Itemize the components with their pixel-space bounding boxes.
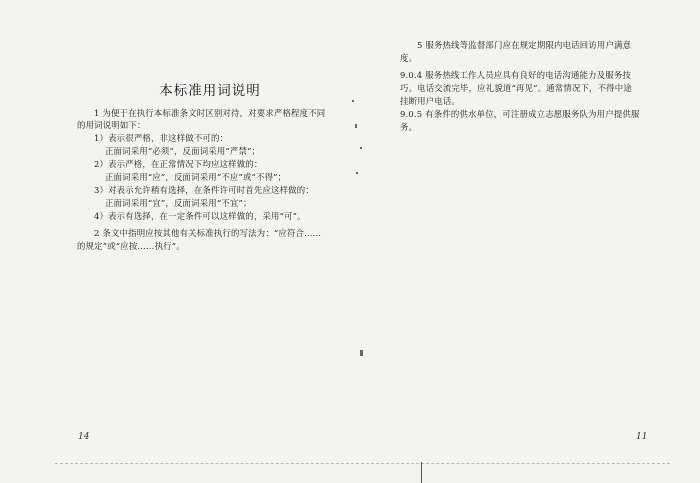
- item-1-detail: 正面词采用“必须”，反面词采用“严禁”；: [105, 146, 261, 156]
- bottom-scan-edge: [55, 463, 670, 464]
- clause-1-line-1: 1 为便于在执行本标准条文时区别对待，对要求严格程度不同: [94, 108, 326, 118]
- item-4: 4）表示有选择，在一定条件可以这样做的，采用“可”。: [94, 211, 306, 221]
- item-1: 1）表示很严格，非这样做不可的：: [94, 133, 229, 143]
- page-number-right: 11: [636, 432, 648, 442]
- scan-speck: [360, 350, 363, 356]
- scan-speck: [355, 124, 357, 128]
- clause-1-line-2: 的用词说明如下：: [77, 120, 146, 130]
- section-title: 本标准用词说明: [159, 83, 261, 99]
- scan-speck: [356, 172, 358, 174]
- item-2: 2）表示严格，在正常情况下均应这样做的：: [94, 159, 263, 169]
- clause-9-0-5-line-2: 务。: [400, 122, 418, 132]
- clause-9-0-5-line-1: 9.0.5 有条件的供水单位，可注册成立志愿服务队为用户提供服: [400, 109, 640, 119]
- clause-2-line-1: 2 条文中指明应按其他有关标准执行的写法为：“应符合……: [94, 228, 322, 238]
- item-3: 3）对表示允许稍有选择，在条件许可时首先应这样做的：: [94, 185, 314, 195]
- page-number-left: 14: [78, 432, 90, 442]
- item-5-line-2: 度。: [400, 53, 418, 63]
- clause-9-0-4-line-1: 9.0.4 服务热线工作人员应具有良好的电话沟通能力及服务技: [400, 70, 631, 80]
- item-2-detail: 正面词采用“应”，反面词采用“不应”或“不得”；: [105, 172, 287, 182]
- binding-mark: [421, 462, 422, 483]
- item-5-line-1: 5 服务热线等监督部门应在规定期限内电话回访用户满意: [417, 40, 632, 50]
- scan-speck: [360, 147, 362, 149]
- item-3-detail: 正面词采用“宜”，反面词采用“不宜”；: [105, 198, 252, 208]
- clause-2-line-2: 的规定”或“应按……执行”。: [77, 241, 185, 251]
- right-page: [350, 0, 700, 483]
- clause-9-0-4-line-2: 巧。电话交流完毕，应礼貌道“再见”。通常情况下，不得中途: [400, 83, 632, 93]
- clause-9-0-4-line-3: 挂断用户电话。: [400, 96, 461, 106]
- scan-speck: [352, 100, 354, 102]
